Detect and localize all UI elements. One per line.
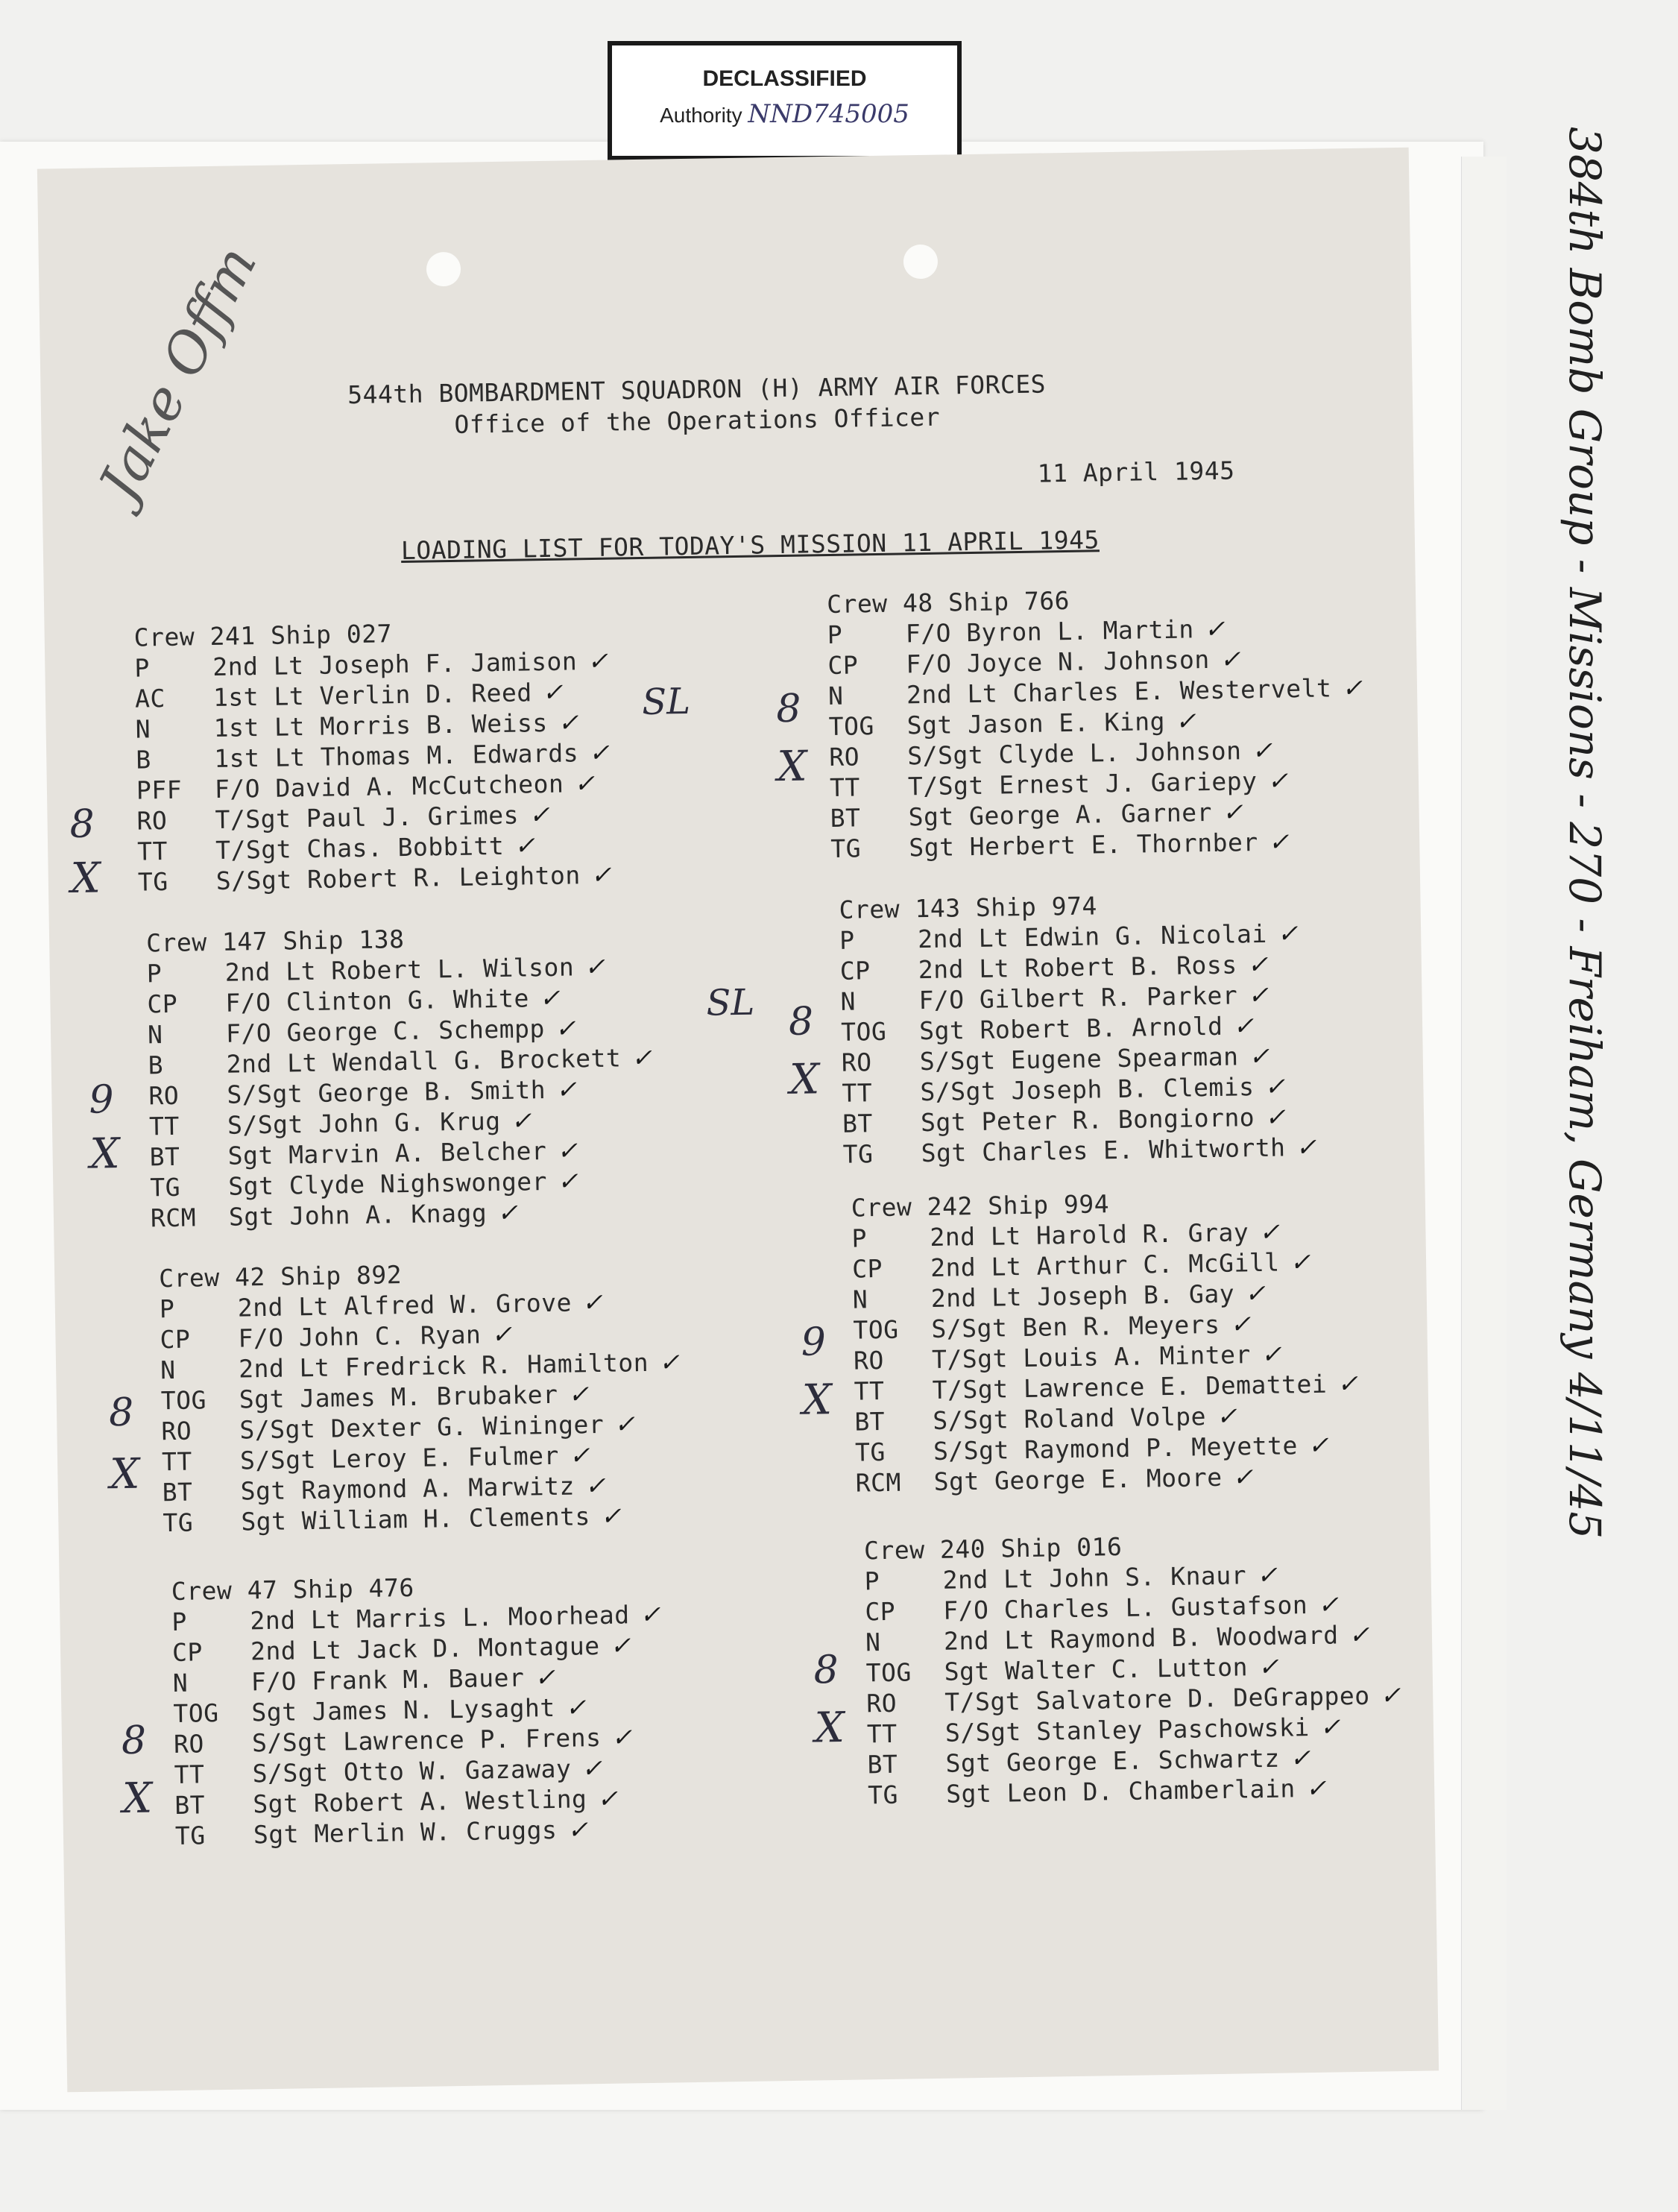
margin-mark: 8 <box>69 801 95 848</box>
crew-position: P <box>159 1294 175 1324</box>
crew-position: RO <box>173 1729 205 1759</box>
crew-member-name: Sgt George E. Moore <box>933 1462 1223 1496</box>
crew-member-name: T/Sgt Louis A. Minter <box>931 1340 1252 1374</box>
check-mark-icon: ✓ <box>1341 672 1363 703</box>
crew-position: CP <box>851 1253 883 1284</box>
inline-mark: SL <box>641 680 691 723</box>
crew-position: CP <box>865 1596 896 1627</box>
crew-member-name: Sgt Robert B. Arnold <box>918 1011 1223 1046</box>
crew-member-name: S/Sgt Roland Volpe <box>933 1402 1207 1435</box>
check-mark-icon: ✓ <box>587 646 609 676</box>
crew-position: RO <box>829 742 860 772</box>
margin-mark: 9 <box>89 1077 115 1123</box>
crew-position: N <box>865 1628 881 1657</box>
crew-position: RCM <box>150 1203 197 1233</box>
crew-position: TT <box>174 1759 205 1789</box>
crew-member-name: T/Sgt Paul J. Grimes <box>215 800 520 834</box>
crew-member-name: Sgt Marvin A. Belcher <box>227 1136 547 1170</box>
crew-position: BT <box>162 1477 193 1507</box>
crew-position: CP <box>839 956 871 986</box>
crew-member-name: 2nd Lt Marris L. Moorhead <box>250 1600 630 1636</box>
crew-position: N <box>172 1668 189 1698</box>
check-mark-icon: ✓ <box>534 1662 556 1692</box>
crew-position: TG <box>137 866 168 897</box>
crew-member-name: Sgt George E. Schwartz <box>945 1743 1280 1778</box>
crew-position: TT <box>161 1446 193 1477</box>
crew-member-name: Sgt Peter R. Bongiorno <box>920 1103 1255 1138</box>
crew-position: RO <box>136 805 168 836</box>
check-mark-icon: ✓ <box>1247 949 1269 980</box>
check-mark-icon: ✓ <box>496 1197 519 1228</box>
check-mark-icon: ✓ <box>658 1347 681 1377</box>
crew-member-name: F/O Byron L. Martin <box>905 614 1195 649</box>
loading-list-title: LOADING LIST FOR TODAY'S MISSION 11 APRIL 1945 <box>400 525 1100 566</box>
crew-member-row <box>842 1132 1317 1170</box>
crew-position: N <box>160 1355 176 1385</box>
crew-position: P <box>146 959 163 989</box>
check-mark-icon: ✓ <box>555 1013 577 1043</box>
stamp-title: DECLASSIFIED <box>702 66 867 91</box>
crew-member-name: 2nd Lt Joseph B. Gay <box>930 1279 1235 1313</box>
check-mark-icon: ✓ <box>600 1501 622 1531</box>
check-mark-icon: ✓ <box>568 1379 590 1409</box>
crew-position: CP <box>827 650 859 681</box>
crew-position: BT <box>830 803 861 834</box>
check-mark-icon: ✓ <box>1337 1368 1359 1399</box>
crew-block <box>171 1569 665 1851</box>
crew-member-name: F/O David A. McCutcheon <box>214 769 564 804</box>
crew-block <box>827 581 1366 864</box>
crew-member-name: Sgt James N. Lysaght <box>251 1692 556 1727</box>
crew-member-name: Sgt Robert A. Westling <box>253 1784 587 1819</box>
check-mark-icon: ✓ <box>1204 614 1226 644</box>
check-mark-icon: ✓ <box>1305 1773 1328 1803</box>
check-mark-icon: ✓ <box>1249 1041 1270 1071</box>
check-mark-icon: ✓ <box>588 737 611 768</box>
check-mark-icon: ✓ <box>1319 1712 1342 1742</box>
crew-position: TG <box>842 1139 874 1169</box>
punch-hole <box>903 245 939 280</box>
crew-position: P <box>851 1223 868 1253</box>
check-mark-icon: ✓ <box>565 1692 587 1722</box>
crew-member-name: 2nd Lt John S. Knaur <box>942 1560 1247 1595</box>
crew-position: RCM <box>855 1467 902 1498</box>
check-mark-icon: ✓ <box>1267 766 1289 795</box>
check-mark-icon: ✓ <box>614 1409 636 1439</box>
stamp-authority <box>612 99 957 129</box>
stamp-authority-label: Authority <box>660 104 742 127</box>
stamp-authority-value: NND745005 <box>748 99 909 129</box>
crew-position: TT <box>136 836 168 866</box>
crew-block <box>146 920 655 1234</box>
crew-member-name: Sgt Herbert E. Thornber <box>908 827 1259 863</box>
crew-position: P <box>864 1566 880 1596</box>
crew-member-name: 2nd Lt Jack D. Montague <box>250 1631 600 1666</box>
crew-position: TOG <box>865 1657 912 1688</box>
crew-member-name: S/Sgt Otto W. Gazaway <box>252 1753 572 1789</box>
crew-block <box>133 615 612 898</box>
crew-position: B <box>148 1050 164 1080</box>
crew-position: CP <box>147 989 178 1019</box>
crew-position: BT <box>867 1749 898 1780</box>
margin-mark: X <box>801 1376 833 1425</box>
crew-position: N <box>135 714 151 744</box>
squadron-heading: 544th BOMBARDMENT SQUADRON (H) ARMY AIR FORCES <box>347 369 1047 410</box>
check-mark-icon: ✓ <box>1175 706 1197 736</box>
check-mark-icon: ✓ <box>631 1042 653 1073</box>
crew-position: TG <box>163 1507 194 1538</box>
crew-heading: Crew 240 Ship 016 <box>863 1531 1123 1566</box>
crew-member-name: Sgt Charles E. Whitworth <box>921 1132 1286 1168</box>
check-mark-icon: ✓ <box>567 1815 589 1844</box>
check-mark-icon: ✓ <box>574 768 596 798</box>
crew-member-name: S/Sgt Raymond P. Meyette <box>933 1431 1299 1466</box>
margin-mark: X <box>777 742 807 792</box>
crew-position: TG <box>867 1780 899 1810</box>
crew-heading: Crew 143 Ship 974 <box>839 891 1098 924</box>
crew-member-name: 2nd Lt Edwin G. Nicolai <box>917 918 1267 954</box>
crew-position: BT <box>854 1406 886 1437</box>
check-mark-icon: ✓ <box>542 677 564 708</box>
crew-member-name: T/Sgt Chas. Bobbitt <box>215 831 505 865</box>
crew-member-name: Sgt John A. Knagg <box>228 1198 488 1232</box>
crew-member-name: Sgt James M. Brubaker <box>239 1379 558 1414</box>
office-heading: Office of the Operations Officer <box>454 402 941 439</box>
crew-member-name: Sgt William H. Clements <box>241 1502 591 1537</box>
crew-position: TT <box>829 772 861 803</box>
background-sheet-edge <box>1461 157 1507 2110</box>
check-mark-icon: ✓ <box>610 1630 631 1660</box>
check-mark-icon: ✓ <box>584 951 606 982</box>
check-mark-icon: ✓ <box>1220 644 1242 674</box>
crew-member-name: Sgt Leon D. Chamberlain <box>945 1774 1296 1809</box>
crew-member-name: S/Sgt George B. Smith <box>227 1075 546 1109</box>
crew-member-name: 2nd Lt Fredrick R. Hamilton <box>238 1347 649 1384</box>
crew-heading: Crew 47 Ship 476 <box>171 1572 414 1607</box>
crew-position: RO <box>853 1345 885 1376</box>
crew-position: BT <box>842 1109 874 1138</box>
check-mark-icon: ✓ <box>1233 1011 1255 1041</box>
loading-list-document <box>37 148 1439 2093</box>
check-mark-icon: ✓ <box>590 860 613 890</box>
crew-member-name: F/O George C. Schempp <box>225 1014 546 1048</box>
punch-hole <box>426 252 461 287</box>
crew-position: TOG <box>160 1385 207 1416</box>
check-mark-icon: ✓ <box>1264 1102 1287 1132</box>
crew-member-name: Sgt Merlin W. Cruggs <box>253 1815 558 1850</box>
check-mark-icon: ✓ <box>511 1106 533 1135</box>
check-mark-icon: ✓ <box>569 1440 591 1470</box>
crew-member-name: F/O John C. Ryan <box>238 1320 482 1353</box>
crew-member-name: S/Sgt Robert R. Leighton <box>215 860 581 895</box>
crew-member-name: 2nd Lt Raymond B. Woodward <box>943 1620 1339 1656</box>
crew-position: TOG <box>173 1698 219 1728</box>
check-mark-icon: ✓ <box>581 1287 604 1317</box>
crew-position: TOG <box>840 1016 887 1047</box>
crew-position: TT <box>866 1718 898 1749</box>
check-mark-icon: ✓ <box>1268 827 1290 857</box>
margin-mark: X <box>122 1774 153 1824</box>
crew-member-name: F/O Clinton G. White <box>225 983 530 1018</box>
crew-member-name: 2nd Lt Robert B. Ross <box>918 950 1237 985</box>
check-mark-icon: ✓ <box>1349 1619 1370 1650</box>
crew-block <box>839 887 1317 1170</box>
crew-position: RO <box>161 1416 192 1446</box>
crew-member-name: F/O Frank M. Bauer <box>250 1663 525 1697</box>
crew-position: TOG <box>853 1314 899 1345</box>
crew-position: BT <box>174 1790 206 1820</box>
crew-member-name: 2nd Lt Alfred W. Grove <box>237 1288 573 1323</box>
crew-member-name: Sgt Jason E. King <box>906 706 1166 740</box>
crew-block <box>851 1185 1360 1499</box>
crew-member-name: S/Sgt Eugene Spearman <box>919 1042 1239 1077</box>
check-mark-icon: ✓ <box>1252 735 1273 766</box>
margin-mark: 8 <box>108 1390 134 1436</box>
check-mark-icon: ✓ <box>557 1166 579 1196</box>
crew-position: TG <box>174 1821 206 1850</box>
crew-heading: Crew 48 Ship 766 <box>826 585 1070 620</box>
margin-mark: X <box>789 1055 820 1104</box>
check-mark-icon: ✓ <box>584 1470 607 1501</box>
handwritten-side-note: 384th Bomb Group - Missions - 270 - Freiham, Germany 4/11/45 <box>1559 127 1610 1540</box>
check-mark-icon: ✓ <box>539 983 561 1013</box>
crew-position: TT <box>854 1376 885 1406</box>
check-mark-icon: ✓ <box>1317 1589 1340 1619</box>
margin-mark: 8 <box>775 686 801 732</box>
check-mark-icon: ✓ <box>1380 1680 1401 1710</box>
check-mark-icon: ✓ <box>1290 1247 1312 1277</box>
crew-position: TG <box>150 1172 181 1203</box>
crew-position: AC <box>134 683 166 713</box>
crew-position: CP <box>160 1324 191 1355</box>
check-mark-icon: ✓ <box>640 1599 662 1630</box>
margin-mark: 8 <box>121 1718 147 1764</box>
check-mark-icon: ✓ <box>1290 1743 1312 1773</box>
crew-position: RO <box>866 1688 898 1718</box>
crew-position: RO <box>841 1047 872 1077</box>
crew-member-name: S/Sgt Clyde L. Johnson <box>907 736 1242 771</box>
handwritten-signature: Jake Offm <box>86 236 270 511</box>
check-mark-icon: ✓ <box>581 1753 603 1783</box>
crew-position: N <box>840 986 857 1016</box>
crew-position: N <box>147 1020 163 1050</box>
check-mark-icon: ✓ <box>1232 1462 1255 1492</box>
margin-mark: 8 <box>788 999 814 1044</box>
crew-position: N <box>827 681 844 711</box>
check-mark-icon: ✓ <box>1216 1401 1238 1431</box>
crew-member-name: 2nd Lt Arthur C. McGill <box>930 1247 1280 1282</box>
crew-heading: Crew 147 Ship 138 <box>145 924 405 958</box>
margin-mark: 8 <box>813 1647 839 1693</box>
crew-member-name: 2nd Lt Harold R. Gray <box>930 1217 1249 1252</box>
crew-block <box>864 1527 1403 1810</box>
crew-member-name: 1st Lt Morris B. Weiss <box>213 708 549 743</box>
crew-member-name: T/Sgt Lawrence E. Demattei <box>932 1369 1328 1405</box>
crew-position: TT <box>842 1078 873 1108</box>
crew-position: TG <box>830 834 862 864</box>
check-mark-icon: ✓ <box>1230 1309 1252 1339</box>
check-mark-icon: ✓ <box>514 831 536 860</box>
crew-position: PFF <box>136 775 183 805</box>
check-mark-icon: ✓ <box>1277 918 1299 948</box>
check-mark-icon: ✓ <box>1256 1560 1278 1590</box>
margin-mark: X <box>89 1129 120 1179</box>
crew-position: B <box>136 745 151 775</box>
crew-member-name: F/O Charles L. Gustafson <box>943 1590 1308 1625</box>
crew-member-name: S/Sgt Stanley Paschowski <box>944 1712 1310 1748</box>
check-mark-icon: ✓ <box>1296 1132 1317 1162</box>
check-mark-icon: ✓ <box>1222 797 1244 827</box>
crew-position: TOG <box>828 711 875 742</box>
crew-member-name: 1st Lt Thomas M. Edwards <box>213 738 579 773</box>
crew-position: TG <box>854 1437 886 1467</box>
crew-member-name: S/Sgt Leroy E. Fulmer <box>239 1440 560 1475</box>
crew-position: CP <box>171 1637 204 1668</box>
crew-member-name: T/Sgt Ernest J. Gariepy <box>907 766 1258 801</box>
crew-member-row <box>138 860 613 898</box>
crew-member-name: 1st Lt Verlin D. Reed <box>212 678 533 712</box>
document-date: 11 April 1945 <box>1037 456 1235 488</box>
check-mark-icon: ✓ <box>1258 1651 1280 1682</box>
crew-member-name: S/Sgt Dexter G. Wininger <box>239 1409 605 1445</box>
crew-position: P <box>171 1607 188 1637</box>
crew-heading: Crew 241 Ship 027 <box>133 619 393 652</box>
crew-member-name: 2nd Lt Joseph F. Jamison <box>212 646 578 681</box>
crew-member-name: 2nd Lt Wendall G. Brockett <box>226 1043 622 1079</box>
crew-member-name: S/Sgt Joseph B. Clemis <box>920 1072 1255 1107</box>
crew-member-name: F/O Gilbert R. Parker <box>918 980 1238 1015</box>
crew-member-name: S/Sgt Lawrence P. Frens <box>251 1722 602 1758</box>
crew-member-name: S/Sgt Ben R. Meyers <box>931 1309 1220 1343</box>
check-mark-icon: ✓ <box>558 708 580 737</box>
check-mark-icon: ✓ <box>1244 1278 1267 1308</box>
margin-mark: 9 <box>801 1320 827 1365</box>
check-mark-icon: ✓ <box>491 1319 513 1349</box>
crew-position: RO <box>148 1080 180 1111</box>
crew-member-name: 2nd Lt Charles E. Westervelt <box>906 673 1332 710</box>
crew-member-name: T/Sgt Salvatore D. DeGrappeo <box>944 1680 1370 1717</box>
check-mark-icon: ✓ <box>1261 1339 1283 1370</box>
crew-member-name: F/O Joyce N. Johnson <box>906 644 1211 679</box>
crew-member-name: Sgt Clyde Nighswonger <box>228 1167 548 1201</box>
margin-mark: X <box>814 1703 845 1753</box>
crew-member-name: S/Sgt John G. Krug <box>227 1106 501 1140</box>
inline-mark: SL <box>706 981 755 1024</box>
check-mark-icon: ✓ <box>1308 1430 1330 1461</box>
check-mark-icon: ✓ <box>1258 1217 1281 1247</box>
crew-position: P <box>839 925 855 955</box>
crew-position: N <box>852 1285 868 1314</box>
crew-block <box>159 1255 683 1538</box>
crew-heading: Crew 42 Ship 892 <box>158 1260 403 1294</box>
check-mark-icon: ✓ <box>555 1074 578 1104</box>
check-mark-icon: ✓ <box>1264 1071 1286 1101</box>
check-mark-icon: ✓ <box>557 1135 578 1165</box>
declassified-stamp <box>608 41 962 160</box>
crew-position: P <box>134 653 151 683</box>
margin-mark: X <box>109 1449 140 1499</box>
check-mark-icon: ✓ <box>597 1783 619 1814</box>
crew-position: P <box>827 620 843 650</box>
crew-position: BT <box>149 1141 180 1172</box>
crew-member-name: Sgt Raymond A. Marwitz <box>240 1471 575 1506</box>
crew-member-name: Sgt George A. Garner <box>908 797 1213 832</box>
crew-member-name: Sgt Walter C. Lutton <box>944 1652 1249 1686</box>
check-mark-icon: ✓ <box>611 1722 633 1752</box>
margin-mark: X <box>70 854 101 904</box>
crew-member-name: 2nd Lt Robert L. Wilson <box>224 952 575 987</box>
crew-heading: Crew 242 Ship 994 <box>851 1189 1110 1223</box>
check-mark-icon: ✓ <box>529 799 551 830</box>
crew-position: TT <box>148 1111 180 1141</box>
check-mark-icon: ✓ <box>1247 980 1269 1010</box>
